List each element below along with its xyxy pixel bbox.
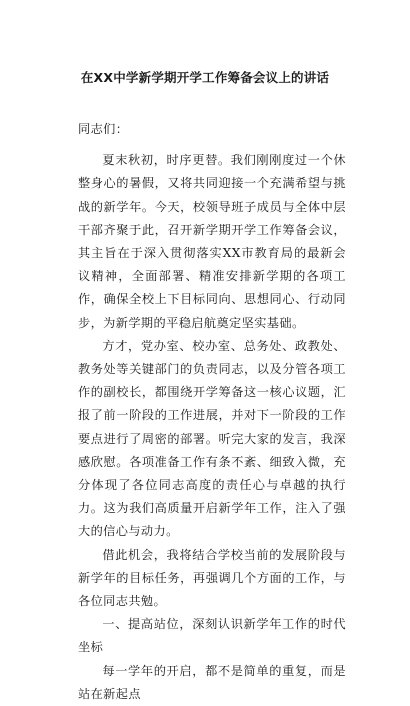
document-body [78,118,346,706]
document-title: 在XX中学新学期开学工作筹备会议上的讲话 [80,70,330,85]
salutation: 同志们： [78,122,129,136]
paragraph-opening: 夏末秋初，时序更替。我们刚刚度过一个休整身心的暑假，又将共同迎接一个充满希望与挑战的新学年。今天，校领导班子成员与全体中层干部齐聚于此，召开新学期开学工作筹备会议，其主旨在于深入贯彻落实XX市教育局的最新会议精神，全面部署、精准安排新学期的各项工作，确保全校上下目标同向、思想同心、行动同步，为新学期的平稳启航奠定坚实基础。 [78,153,346,330]
paragraph-reports: 方才，党办室、校办室、总务处、政教处、教务处等关键部门的负责同志，以及分管各项工作的副校长，都围绕开学筹备这一核心议题，汇报了前一阶段的工作进展，并对下一阶段的工作要点进行了周密的部署。听完大家的发言，我深感欣慰。各项准备工作有条不紊、细致入微，充分体现了各位同志高度的责任心与卓越的执行力。这为我们高质量开启新学年工作，注入了强大的信心与动力。 [78,338,346,539]
paragraph-section-1: 每一学年的开启，都不是简单的重复，而是站在新起点 [78,663,346,701]
section-heading-1: 一、提高站位，深刻认识新学年工作的时代坐标 [78,617,346,655]
paragraph-emphasis: 借此机会，我将结合学校当前的发展阶段与新学年的目标任务，再强调几个方面的工作，与各位同志共勉。 [78,547,346,609]
